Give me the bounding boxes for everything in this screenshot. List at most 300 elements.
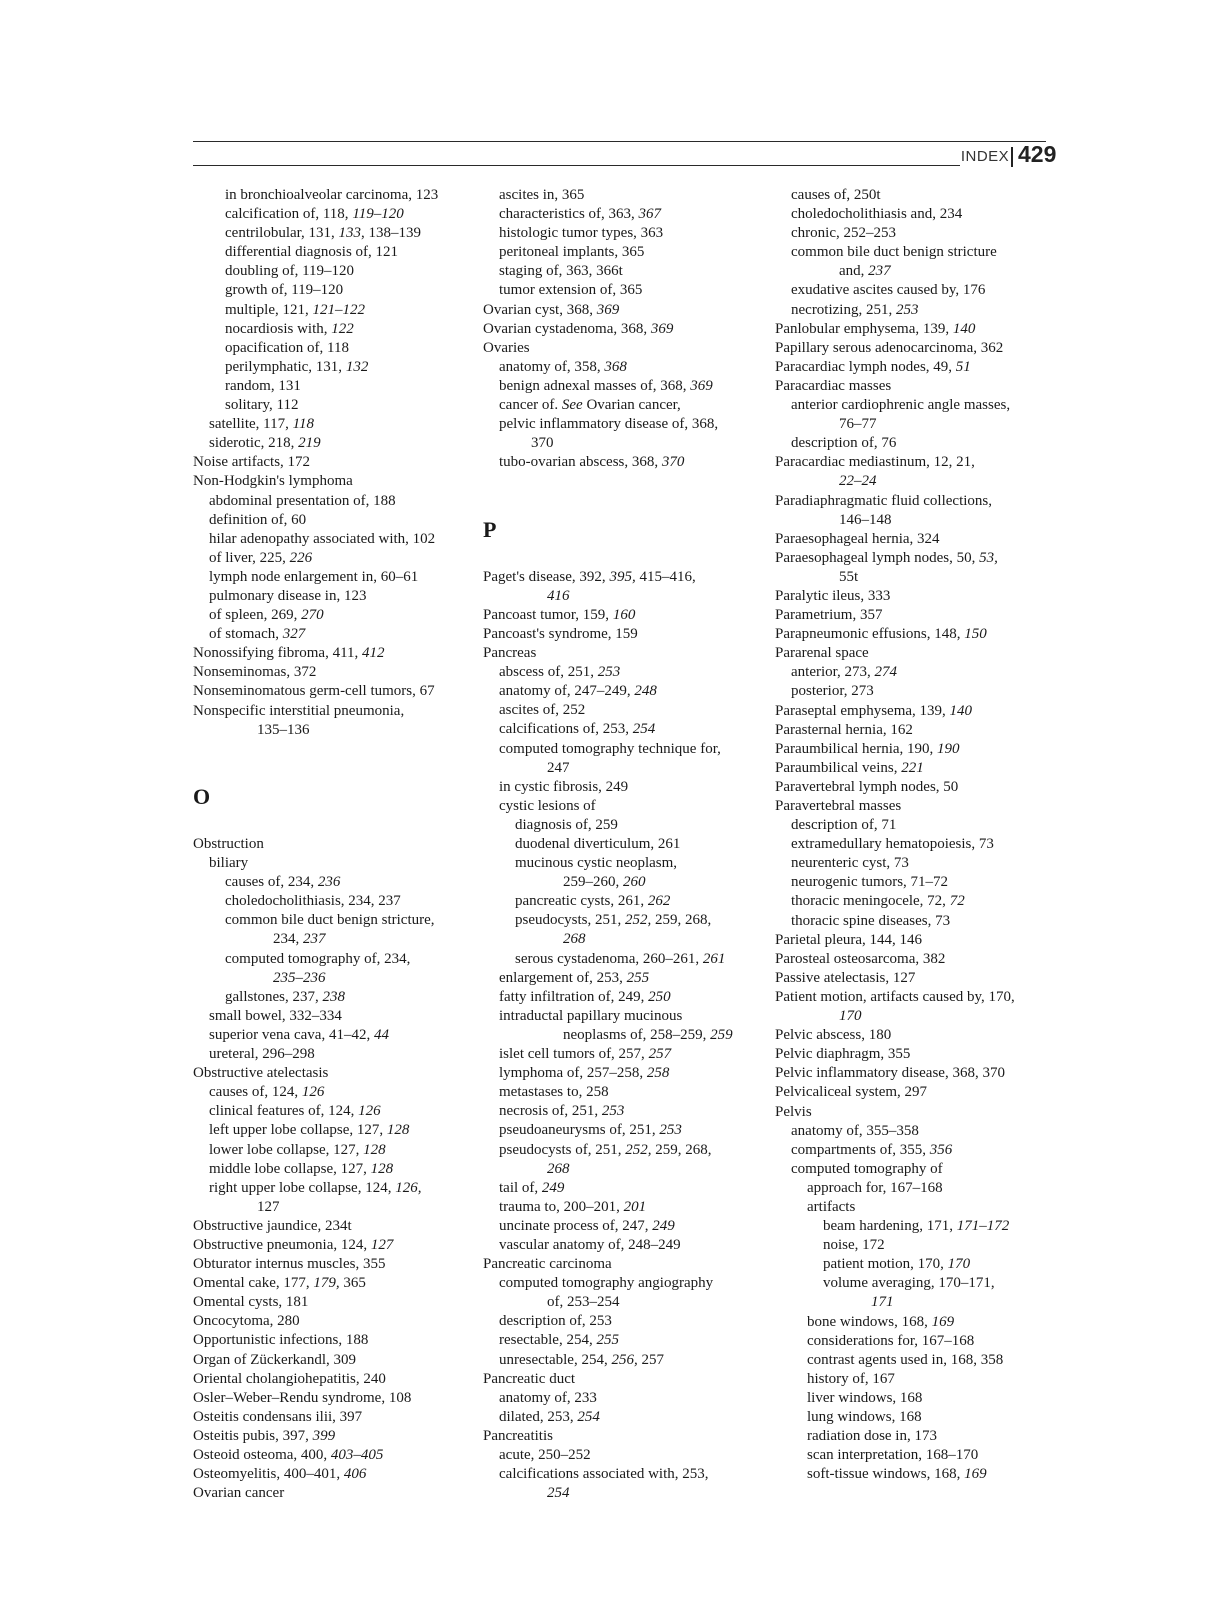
entry-text: Nonossifying fibroma, 411, [193, 645, 363, 662]
index-subentry [775, 1255, 1065, 1274]
figure-page-ref: 238 [322, 988, 345, 1005]
entry-text: random, 131 [225, 377, 301, 394]
figure-page-ref: 171 [871, 1294, 894, 1311]
index-entry [483, 1255, 768, 1274]
entry-text: vascular anatomy of, 248–249 [499, 1236, 681, 1253]
entry-text: growth of, 119–120 [225, 282, 344, 299]
index-subentry [775, 1465, 1065, 1484]
index-entry [775, 740, 1065, 759]
index-subentry [193, 243, 473, 262]
entry-text: gallstones, 237, [225, 988, 323, 1005]
index-subentry [193, 1083, 473, 1102]
figure-page-ref: 53, [979, 549, 998, 566]
index-subentry [193, 625, 473, 644]
entry-text: calcification of, 118, [225, 206, 353, 223]
index-subentry [483, 377, 768, 396]
figure-page-ref: 51 [955, 358, 971, 375]
index-entry-continuation [775, 1293, 1065, 1312]
entry-text: chronic, 252–253 [791, 225, 896, 242]
entry-text: of spleen, 269, [209, 607, 302, 624]
index-entry-continuation [193, 930, 473, 949]
entry-text: neurenteric cyst, 73 [791, 855, 909, 872]
entry-text: calcifications of, 253, [499, 721, 633, 738]
entry-text: mucinous cystic neoplasm, [515, 855, 678, 872]
figure-page-ref: 128 [363, 1141, 386, 1158]
entry-text: Parametrium, 357 [775, 607, 883, 624]
index-entry-continuation [193, 969, 473, 988]
entry-text: cancer of. [499, 397, 562, 414]
entry-text: intraductal papillary mucinous [499, 1007, 683, 1024]
figure-page-ref: 261 [702, 950, 726, 967]
entry-text: hilar adenopathy associated with, 102 [209, 530, 436, 547]
entry-text: Opportunistic infections, 188 [193, 1332, 369, 1349]
entry-text: pseudocysts, 251, [515, 912, 625, 929]
entry-text: in bronchioalveolar carcinoma, 123 [225, 187, 439, 203]
entry-text: , 138–139 [361, 225, 422, 242]
figure-page-ref: 254 [547, 1485, 570, 1502]
entry-text: resectable, 254, [499, 1332, 597, 1349]
entry-text: Osteitis pubis, 397, [193, 1427, 313, 1444]
figure-page-ref: 270 [301, 607, 324, 624]
index-column-3 [775, 186, 1065, 1484]
index-subentry [193, 358, 473, 377]
entry-text: neoplasms of, 258–259, [563, 1026, 711, 1043]
index-subentry [483, 1446, 768, 1465]
entry-text: unresectable, 254, [499, 1351, 612, 1368]
index-entry [775, 702, 1065, 721]
index-subentry [193, 281, 473, 300]
index-subentry [483, 663, 768, 682]
entry-text: metastases to, 258 [499, 1084, 609, 1101]
index-entry [775, 1045, 1065, 1064]
index-entry [483, 1427, 768, 1446]
figure-page-ref: 406 [343, 1466, 367, 1483]
index-subentry [193, 224, 473, 243]
index-subentry [775, 1141, 1065, 1160]
figure-page-ref: 327 [282, 626, 306, 643]
entry-text: Omental cake, 177, [193, 1275, 314, 1292]
entry-text: pancreatic cysts, 261, [515, 893, 648, 910]
entry-text: neurogenic tumors, 71–72 [791, 874, 949, 891]
index-subentry [193, 606, 473, 625]
entry-text: noise, 172 [823, 1237, 885, 1254]
figure-page-ref: 369 [690, 377, 713, 394]
figure-page-ref: 268 [547, 1160, 570, 1177]
index-subentry [483, 1064, 768, 1083]
entry-text: Pancreatitis [483, 1427, 553, 1444]
index-subentry [483, 281, 768, 300]
index-entry [193, 1064, 473, 1083]
entry-text: posterior, 273 [791, 683, 874, 700]
index-subentry [193, 854, 473, 873]
figure-page-ref: 169 [964, 1466, 987, 1483]
figure-page-ref: 150 [964, 626, 987, 643]
index-column-2 [483, 186, 768, 1503]
entry-text: Pancreatic duct [483, 1370, 576, 1387]
index-subentry [193, 492, 473, 511]
entry-text: Nonseminomas, 372 [193, 664, 317, 681]
index-subentry [775, 663, 1065, 682]
index-entry-continuation [775, 415, 1065, 434]
entry-text: computed tomography of, 234, [225, 950, 411, 967]
index-subentry [775, 1389, 1065, 1408]
entry-text: Nonseminomatous germ-cell tumors, 67 [193, 683, 435, 700]
entry-text: anatomy of, 247–249, [499, 683, 635, 700]
index-subentry [483, 1121, 768, 1140]
section-letter: P [483, 516, 497, 542]
index-subentry [775, 1160, 1065, 1179]
index-subentry [193, 1179, 473, 1198]
entry-text: tumor extension of, 365 [499, 282, 643, 299]
index-subentry [193, 568, 473, 587]
figure-page-ref: 370 [661, 454, 685, 471]
entry-text: acute, 250–252 [499, 1447, 591, 1463]
figure-page-ref: 268 [563, 931, 586, 948]
index-subentry [483, 262, 768, 281]
entry-text: Passive atelectasis, 127 [775, 969, 916, 986]
entry-text: Parapneumonic effusions, 148, [775, 626, 965, 643]
index-entry [193, 1293, 473, 1312]
entry-text: anatomy of, 355–358 [791, 1122, 919, 1139]
index-subentry [193, 262, 473, 281]
index-subentry [483, 1141, 768, 1160]
entry-text: Osteoid osteoma, 400, [193, 1447, 331, 1463]
entry-text: Omental cysts, 181 [193, 1294, 309, 1311]
entry-text: ureteral, 296–298 [209, 1046, 315, 1063]
figure-page-ref: 395, [609, 568, 636, 585]
entry-text: Pelvic abscess, 180 [775, 1027, 892, 1044]
figure-page-ref: 253 [597, 664, 621, 681]
index-subentry [483, 224, 768, 243]
index-entry [483, 320, 768, 339]
entry-text: Parietal pleura, 144, 146 [775, 931, 923, 948]
figure-page-ref: 252, [625, 912, 652, 929]
figure-page-ref: 236 [317, 874, 341, 891]
index-subentry [483, 396, 768, 415]
entry-text: Osteitis condensans ilii, 397 [193, 1408, 363, 1425]
figure-page-ref: 221 [901, 759, 924, 776]
entry-text: Pelvic diaphragm, 355 [775, 1046, 911, 1063]
index-entry-continuation [193, 721, 473, 740]
index-entry [775, 492, 1065, 511]
entry-text: centrilobular, 131, [225, 225, 339, 242]
spacer [483, 549, 768, 568]
index-entry [193, 472, 473, 491]
figure-page-ref: 44 [373, 1026, 389, 1043]
entry-text: of stomach, [209, 626, 283, 643]
entry-text: necrotizing, 251, [791, 301, 896, 318]
index-subentry [483, 1274, 768, 1293]
index-entry [775, 1103, 1065, 1122]
entry-text: and, [839, 263, 869, 280]
index-entry-continuation [775, 1007, 1065, 1026]
entry-text: dilated, 253, [499, 1408, 578, 1425]
index-subentry [483, 1198, 768, 1217]
index-subentry [483, 988, 768, 1007]
figure-page-ref: 253 [659, 1122, 682, 1139]
figure-page-ref: 132 [345, 358, 369, 375]
figure-page-ref: 256, [611, 1351, 638, 1368]
index-entry [775, 625, 1065, 644]
entry-text: artifacts [807, 1198, 856, 1215]
index-subentry [483, 797, 768, 816]
index-entry [775, 606, 1065, 625]
entry-text: calcifications associated with, 253, [499, 1466, 709, 1483]
entry-text: enlargement of, 253, [499, 969, 627, 986]
index-subentry [775, 1122, 1065, 1141]
entry-text: Obstructive atelectasis [193, 1065, 329, 1082]
entry-text: Osteomyelitis, 400–401, [193, 1466, 344, 1483]
figure-page-ref: 170 [839, 1008, 862, 1025]
figure-page-ref: 171–172 [956, 1218, 1010, 1235]
entry-text: nocardiosis with, [225, 320, 332, 337]
entry-text: 234, [273, 931, 303, 948]
figure-page-ref: 250 [648, 988, 671, 1005]
index-subentry [483, 778, 768, 797]
entry-text: patient motion, 170, [823, 1256, 948, 1273]
figure-page-ref: 274 [874, 664, 898, 681]
entry-text: Paracardiac lymph nodes, 49, [775, 358, 956, 375]
index-entry [193, 453, 473, 472]
index-entry [775, 358, 1065, 377]
index-entry-continuation [483, 587, 768, 606]
entry-text: anterior, 273, [791, 664, 875, 681]
entry-text: perilymphatic, 131, [225, 358, 346, 375]
entry-text: Parasternal hernia, 162 [775, 721, 913, 738]
entry-text: Paraumbilical veins, [775, 759, 902, 776]
index-subentry [193, 1102, 473, 1121]
entry-text: pulmonary disease in, 123 [209, 587, 367, 604]
entry-text: causes of, 124, [209, 1084, 302, 1101]
index-subentry [193, 434, 473, 453]
entry-text: Paracardiac masses [775, 377, 892, 394]
figure-page-ref: See [561, 397, 583, 414]
entry-text: 259–260, [563, 874, 623, 891]
figure-page-ref: 252, [625, 1141, 652, 1158]
index-subentry [483, 1083, 768, 1102]
figure-page-ref: 249 [652, 1217, 675, 1234]
index-subentry [483, 1331, 768, 1350]
figure-page-ref: 226 [289, 549, 313, 566]
entry-text: siderotic, 218, [209, 435, 299, 452]
spacer [483, 472, 768, 491]
index-subentry [775, 1198, 1065, 1217]
index-entry [775, 797, 1065, 816]
index-entry [775, 530, 1065, 549]
entry-text: 146–148 [839, 511, 892, 528]
index-entry [775, 969, 1065, 988]
index-subentry [483, 1389, 768, 1408]
index-subentry [483, 453, 768, 472]
entry-text: pelvic inflammatory disease of, 368, [499, 416, 719, 433]
index-subentry [775, 1351, 1065, 1370]
entry-text: Paraumbilical hernia, 190, [775, 740, 938, 757]
entry-text: solitary, 112 [225, 397, 299, 414]
figure-page-ref: 126 [301, 1084, 325, 1101]
figure-page-ref: 140 [949, 702, 973, 719]
entry-text: Panlobular emphysema, 139, [775, 320, 953, 337]
entry-text: Pancoast's syndrome, 159 [483, 625, 638, 642]
entry-text: 135–136 [257, 721, 310, 738]
entry-text: opacification of, 118 [225, 339, 349, 356]
entry-text: Obturator internus muscles, 355 [193, 1256, 386, 1273]
index-entry [775, 549, 1065, 568]
figure-page-ref: 72 [949, 893, 965, 910]
index-subentry [193, 1026, 473, 1045]
entry-text: biliary [209, 855, 249, 872]
figure-page-ref: 133 [338, 225, 362, 242]
index-subentry [483, 205, 768, 224]
entry-text: tubo-ovarian abscess, 368, [499, 454, 662, 471]
entry-text: description of, 71 [791, 817, 897, 834]
entry-text: Pelvis [775, 1103, 812, 1120]
entry-text: compartments of, 355, [791, 1141, 930, 1158]
index-subentry [193, 1141, 473, 1160]
figure-page-ref: 255 [596, 1332, 619, 1349]
figure-page-ref: 255 [626, 969, 650, 986]
index-subentry [193, 1007, 473, 1026]
entry-text: Paraseptal emphysema, 139, [775, 702, 950, 719]
index-subentry [483, 835, 768, 854]
entry-text: abdominal presentation of, 188 [209, 492, 396, 509]
entry-text: lung windows, 168 [807, 1409, 922, 1425]
index-subentry [193, 511, 473, 530]
entry-text: abscess of, 251, [499, 664, 598, 681]
index-entry [193, 1217, 473, 1236]
spacer [483, 492, 768, 511]
entry-text: exudative ascites caused by, 176 [791, 282, 986, 299]
entry-text: 55t [839, 568, 859, 585]
entry-text: Pararenal space [775, 645, 869, 662]
index-subentry [775, 1370, 1065, 1389]
index-entry [193, 1484, 473, 1503]
index-subentry [775, 912, 1065, 931]
entry-text: 257 [637, 1351, 664, 1368]
entry-text: description of, 253 [499, 1313, 612, 1330]
entry-text: pseudocysts of, 251, [499, 1141, 626, 1158]
spacer [193, 759, 473, 778]
figure-page-ref: 190 [937, 740, 960, 757]
entry-text: causes of, 234, [225, 874, 318, 891]
entry-text: common bile duct benign stricture, [225, 912, 435, 929]
spacer [193, 816, 473, 835]
index-entry [775, 339, 1065, 358]
index-entry [193, 1351, 473, 1370]
figure-page-ref: 368 [604, 358, 627, 375]
figure-page-ref: 22–24 [839, 473, 877, 490]
index-subentry [193, 205, 473, 224]
index-entry-continuation [193, 1198, 473, 1217]
index-entry [775, 778, 1065, 797]
entry-text: considerations for, 167–168 [807, 1332, 975, 1349]
entry-text: 76–77 [839, 416, 877, 433]
index-subentry [193, 415, 473, 434]
index-subentry [193, 988, 473, 1007]
figure-page-ref: 258 [646, 1065, 670, 1082]
index-subentry [483, 1465, 768, 1484]
entry-text: anterior cardiophrenic angle masses, [791, 397, 1011, 414]
entry-text: trauma to, 200–201, [499, 1198, 624, 1215]
entry-text: Osler–Weber–Rendu syndrome, 108 [193, 1389, 412, 1406]
figure-page-ref: 126 [358, 1103, 381, 1120]
entry-text: Ovarian cancer [193, 1485, 285, 1502]
index-entry-continuation [775, 511, 1065, 530]
index-subentry [483, 701, 768, 720]
figure-page-ref: 237 [303, 931, 326, 948]
entry-text: choledocholithiasis, 234, 237 [225, 893, 401, 910]
index-entry [193, 1465, 473, 1484]
index-subentry [483, 720, 768, 739]
index-subentry [775, 224, 1065, 243]
entry-text: islet cell tumors of, 257, [499, 1046, 649, 1063]
entry-text: satellite, 117, [209, 416, 293, 433]
index-subentry [193, 587, 473, 606]
figure-page-ref: 122 [331, 320, 354, 337]
index-subentry [775, 396, 1065, 415]
entry-text: fatty infiltration of, 249, [499, 988, 649, 1005]
index-subentry [483, 415, 768, 434]
index-subentry [775, 281, 1065, 300]
entry-text: benign adnexal masses of, 368, [499, 377, 691, 394]
index-subentry [483, 854, 768, 873]
entry-text: Paravertebral lymph nodes, 50 [775, 778, 959, 795]
running-header-label: INDEX [960, 148, 1010, 165]
index-subentry [483, 1217, 768, 1236]
index-entry [483, 301, 768, 320]
entry-text: clinical features of, 124, [209, 1103, 359, 1120]
index-subentry [483, 1236, 768, 1255]
index-entry [193, 1255, 473, 1274]
entry-text: Ovaries [483, 339, 530, 356]
entry-text: cystic lesions of [499, 797, 596, 814]
index-entry [775, 1064, 1065, 1083]
index-entry [775, 644, 1065, 663]
entry-text: thoracic spine diseases, 73 [791, 912, 951, 929]
entry-text: Obstructive jaundice, 234t [193, 1217, 352, 1234]
entry-text: anatomy of, 358, [499, 358, 605, 375]
header-rule-bottom [193, 165, 960, 166]
index-subentry [775, 1217, 1065, 1236]
figure-page-ref: 259 [710, 1026, 733, 1043]
entry-text: Paraesophageal lymph nodes, 50, [775, 549, 980, 566]
entry-text: thoracic meningocele, 72, [791, 893, 950, 910]
index-subentry [193, 1121, 473, 1140]
entry-text: necrosis of, 251, [499, 1103, 602, 1120]
entry-text: Patient motion, artifacts caused by, 170, [775, 988, 1015, 1005]
entry-text: superior vena cava, 41–42, [209, 1026, 374, 1043]
section-letter: O [193, 783, 211, 809]
index-subentry [483, 1102, 768, 1121]
index-entry-continuation [483, 1160, 768, 1179]
entry-text: radiation dose in, 173 [807, 1428, 937, 1445]
entry-text: Oncocytoma, 280 [193, 1313, 300, 1330]
figure-page-ref: 356 [929, 1141, 953, 1158]
index-subentry [193, 873, 473, 892]
index-entry [775, 453, 1065, 472]
entry-text: lymphoma of, 257–258, [499, 1065, 647, 1082]
entry-text: Paravertebral masses [775, 798, 902, 814]
index-entry-continuation [775, 568, 1065, 587]
entry-text: Pelvicaliceal system, 297 [775, 1084, 928, 1101]
entry-text: differential diagnosis of, 121 [225, 244, 399, 261]
index-entry-continuation [483, 1026, 768, 1045]
figure-page-ref: 237 [868, 263, 891, 280]
entry-text: Ovarian cancer, [582, 397, 681, 414]
figure-page-ref: 140 [952, 320, 976, 337]
index-subentry [775, 873, 1065, 892]
index-subentry [775, 301, 1065, 320]
index-subentry [775, 1179, 1065, 1198]
